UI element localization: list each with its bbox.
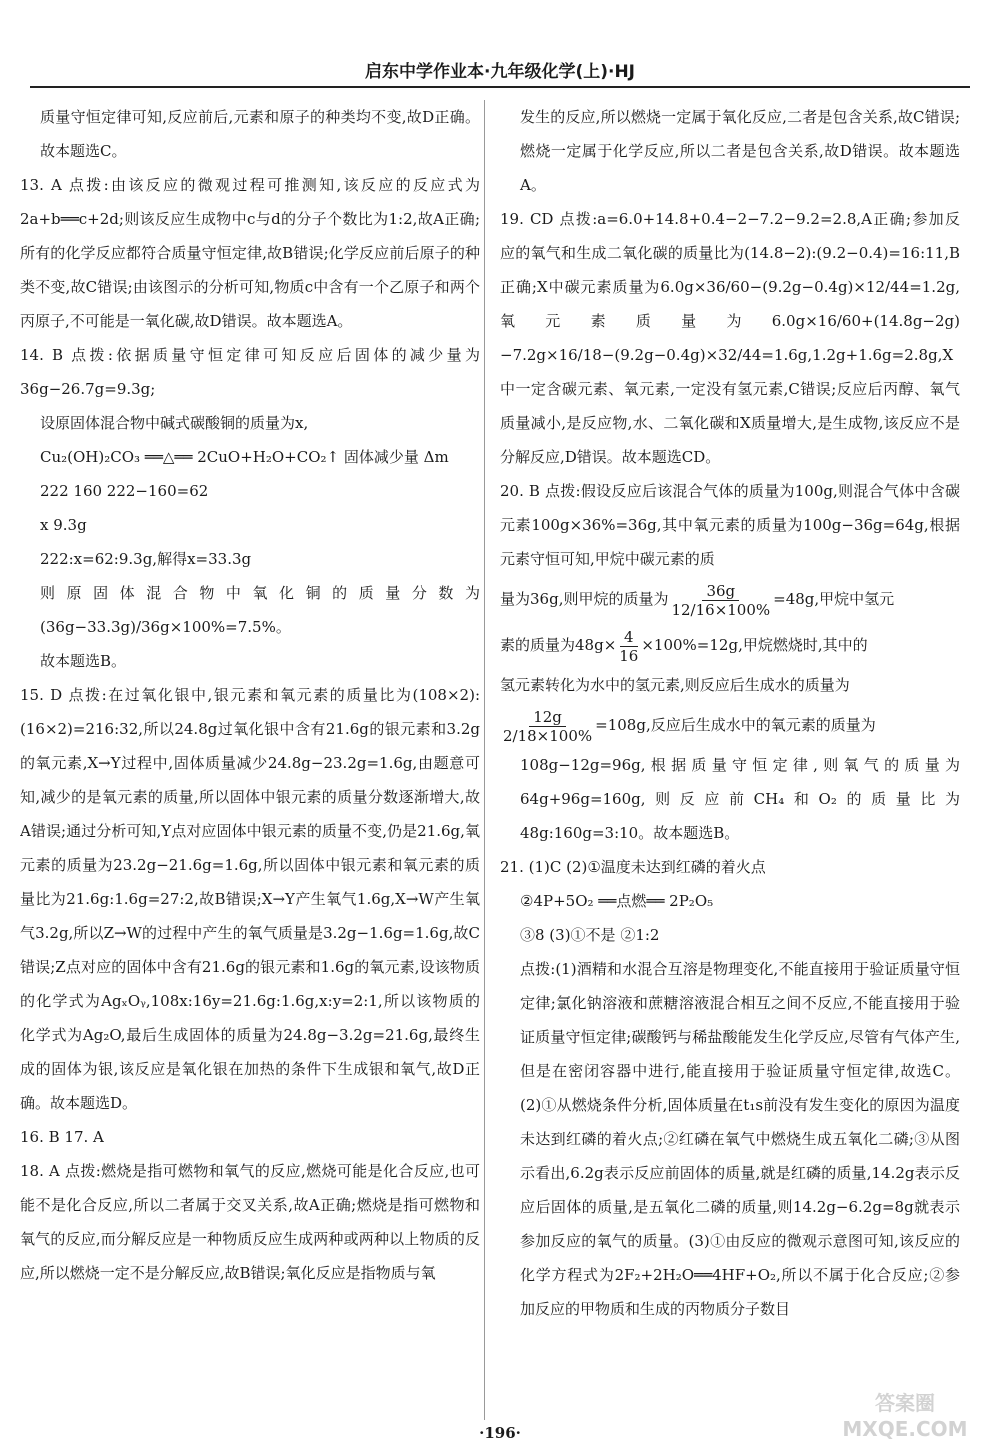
answer-paragraph: x 9.3g xyxy=(40,516,87,534)
page-number: ·196· xyxy=(479,1424,521,1442)
answer-paragraph: ②4P+5O₂ ══点燃══ 2P₂O₅ xyxy=(520,892,714,910)
right-column xyxy=(500,100,960,1420)
fraction-line-2: 素的质量为48g× $\frac{4}{16}$ ×100%=12g,甲烷燃烧时,其中的 xyxy=(500,627,868,665)
answer-paragraph: 则原固体混合物中氧化铜的质量分数为(36g−33.3g)/36g×100%=7.5%。 xyxy=(40,584,480,636)
column-divider xyxy=(484,100,485,1420)
page-header: 启东中学作业本·九年级化学(上)·HJ xyxy=(30,58,970,88)
answer-paragraph: 18. A 点拨:燃烧是指可燃物和氧气的反应,燃烧可能是化合反应,也可能不是化合反应,所以二者属于交叉关系,故A正确;燃烧是指可燃物和氧气的反应,而分解反应是一种物质反应生成两种或两种以上物质的反应,所以燃烧一定不是分解反应,故B错误;氧化反应是指物质与氧 xyxy=(20,1162,480,1282)
answer-paragraph: 108g−12g=96g,根据质量守恒定律,则氧气的质量为64g+96g=160g,则反应前CH₄和O₂的质量比为48g:160g=3:10。故本题选B。 xyxy=(520,756,960,842)
answer-paragraph: 16. B 17. A xyxy=(20,1128,104,1146)
answer-paragraph: 13. A 点拨:由该反应的微观过程可推测知,该反应的反应式为2a+b══c+2d;则该反应生成物中c与d的分子个数比为1:2,故A正确;所有的化学反应都符合质量守恒定律,故B错误;化学反应前后原子的种类不变,故C错误;由该图示的分析可知,物质c中含有一个乙原子和两个丙原子,不可能是一氧化碳,故D错误。故本题选A。 xyxy=(20,176,480,330)
answer-paragraph: 222 160 222−160=62 xyxy=(40,482,209,500)
answer-paragraph: 20. B 点拨:假设反应后该混合气体的质量为100g,则混合气体中含碳元素100g×36%=36g,其中氧元素的质量为100g−36g=64g,根据元素守恒可知,甲烷中碳元素的质 xyxy=(500,482,960,568)
fraction-line-3: $\frac{12g}{2/18\times 100\%}$ =108g,反应后生成水中的氧元素的质量为 xyxy=(503,707,876,745)
fraction-line-1: 量为36g,则甲烷的质量为 $\frac{36g}{12/16\times 100\%}$ =48g,甲烷中氢元 xyxy=(500,581,895,619)
fraction-2: $\frac{4}{16}$ xyxy=(619,627,639,665)
answer-paragraph: 15. D 点拨:在过氧化银中,银元素和氧元素的质量比为(108×2):(16×2)=216:32,所以24.8g过氧化银中含有21.6g的银元素和3.2g的氧元素,X→Y过程中,固体质量减少24.8g−23.2g=1.6g,由题意可知,减少的是氧元素的质量,所以固体中银元素的质量分数逐渐增大,故A错误;通过分析可知,Y点对应固体中银元素的质量不变,仍是21.6g,氧元素的质量为23.2g−21.6g=1.6g,所以固体中银元素和氧元素的质量比为21.6g:1.6g=27:2,故B错误;X→Y产生氧气1.6g,X→W产生氧气3.2g,所以Z→W的过程中产生的氧气质量是3.2g−1.6g=1.6g,故C错误;Z点对应的固体中含有21.6g的银元素和1.6g的氧元素,设该物质的化学式为AgₓOᵧ,108x:16y=21.6g:1.6g,x:y=2:1,所以该物质的化学式为Ag₂O,最后生成固体的质量为24.8g−3.2g=21.6g,最终生成的固体为银,该反应是氧化银在加热的条件下生成银和氧气,故D正确。故本题选D。 xyxy=(20,686,480,1112)
answer-paragraph: 21. (1)C (2)①温度未达到红磷的着火点 xyxy=(500,858,766,876)
fraction-1: $\frac{36g}{12/16\times 100\%}$ xyxy=(671,581,771,619)
answer-paragraph: 14. B 点拨:依据质量守恒定律可知反应后固体的减少量为36g−26.7g=9.3g; xyxy=(20,346,480,398)
answer-paragraph: ③8 (3)①不是 ②1:2 xyxy=(520,926,660,944)
answer-paragraph: 点拨:(1)酒精和水混合互溶是物理变化,不能直接用于验证质量守恒定律;氯化钠溶液和蔗糖溶液混合相互之间不反应,不能直接用于验证质量守恒定律;碳酸钙与稀盐酸能发生化学反应,尽管有气体产生,但是在密闭容器中进行,能直接用于验证质量守恒定律,故选C。(2)①从燃烧条件分析,固体质量在t₁s前没有发生变化的原因为温度未达到红磷的着火点;②红磷在氧气中燃烧生成五氧化二磷;③从图示看出,6.2g表示反应前固体的质量,就是红磷的质量,14.2g表示反应后固体的质量,是五氧化二磷的质量,则14.2g−6.2g=8g就表示参加反应的氧气的质量。(3)①由反应的微观示意图可知,该反应的化学方程式为2F₂+2H₂O══4HF+O₂,所以不属于化合反应;②参加反应的甲物质和生成的丙物质分子数目 xyxy=(520,960,960,1318)
answer-paragraph: 质量守恒定律可知,反应前后,元素和原子的种类均不变,故D正确。故本题选C。 xyxy=(40,108,480,160)
answer-paragraph: 发生的反应,所以燃烧一定属于氧化反应,二者是包含关系,故C错误;燃烧一定属于化学反应,所以二者是包含关系,故D错误。故本题选A。 xyxy=(520,108,960,194)
watermark-logo: 答案圈 MXQE.COM xyxy=(842,1391,968,1441)
left-column xyxy=(20,100,480,1420)
answer-paragraph: 19. CD 点拨:a=6.0+14.8+0.4−2−7.2−9.2=2.8,A正确;参加反应的氧气和生成二氧化碳的质量比为(14.8−2):(9.2−0.4)=16:11,B正确;X中碳元素质量为6.0g×36/60−(9.2g−0.4g)×12/44=1.2g,氧元素质量为6.0g×16/60+(14.8g−2g)−7.2g×16/18−(9.2g−0.4g)×32/44=1.6g,1.2g+1.6g=2.8g,X中一定含碳元素、氧元素,一定没有氢元素,C错误;反应后丙醇、氧气质量减小,是反应物,水、二氧化碳和X质量增大,是生成物,该反应不是分解反应,D错误。故本题选CD。 xyxy=(500,210,960,466)
text-line: 氢元素转化为水中的氢元素,则反应后生成水的质量为 xyxy=(500,676,850,694)
answer-paragraph: 设原固体混合物中碱式碳酸铜的质量为x, xyxy=(40,414,309,432)
answer-paragraph: 故本题选B。 xyxy=(40,652,127,670)
answer-paragraph: 222:x=62:9.3g,解得x=33.3g xyxy=(40,550,252,568)
fraction-3: $\frac{12g}{2/18\times 100\%}$ xyxy=(503,707,593,745)
answer-paragraph: Cu₂(OH)₂CO₃ ══△══ 2CuO+H₂O+CO₂↑ 固体减少量 Δm xyxy=(40,448,449,466)
